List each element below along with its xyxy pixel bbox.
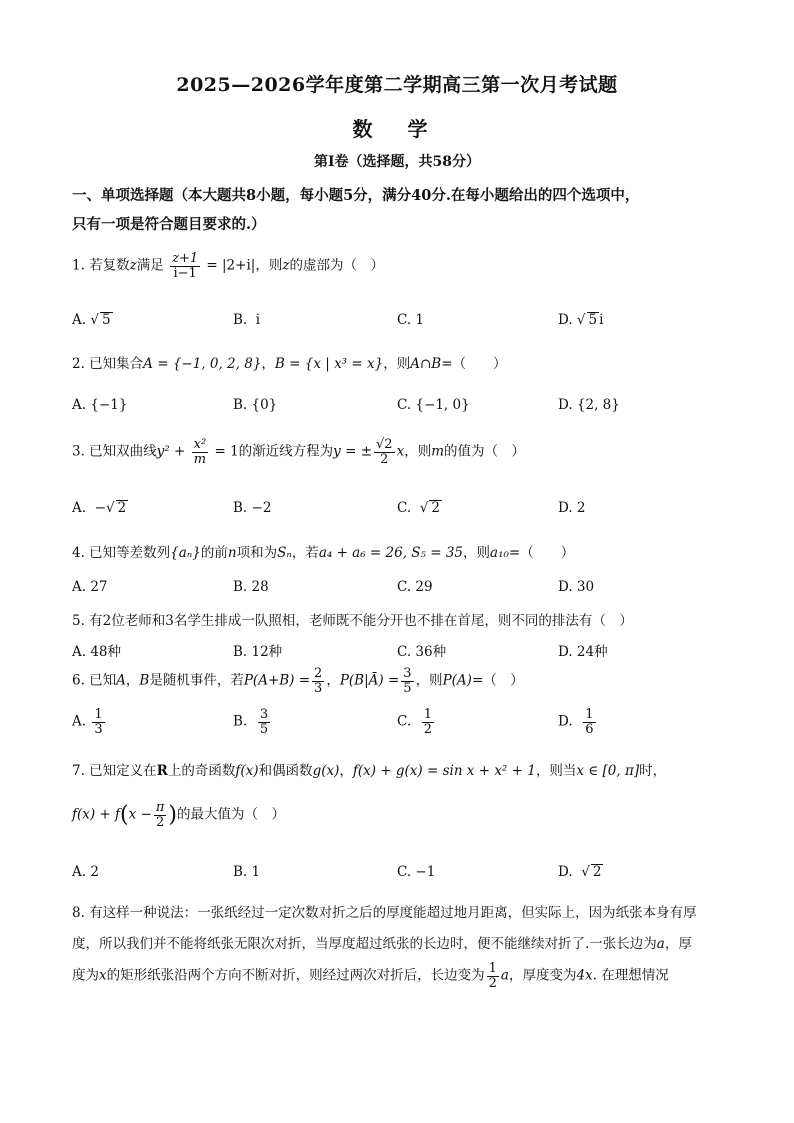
q4-option-d: D. 30	[558, 579, 595, 595]
question-8-line3: 度为x的矩形纸张沿两个方向不断对折，则经过两次对折后，长边变为 $\frac{1}{2}$ a，厚度变为4x. 在理想情况	[72, 961, 669, 991]
q1-option-a: A. √ 5	[72, 312, 111, 328]
q2-option-a: A. {−1}	[72, 397, 128, 413]
q6-option-a: A. $\frac{1}{3}$	[72, 707, 103, 737]
question-5-stem: 5. 有2位老师和3名学生排成一队照相，老师既不能分开也不排在首尾，则不同的排法有（ ）	[72, 613, 633, 629]
question-7-stem: 7. 已知定义在R上的奇函数f(x)和偶函数g(x)，f(x) + g(x) = sin x + x² + 1，则当x ∈ [0, π]时，	[72, 763, 667, 779]
q5-option-c: C. 36种	[397, 644, 447, 660]
q6-option-c: C. $\frac{1}{2}$	[397, 707, 433, 737]
q3-option-a: A. −√ 2	[72, 500, 127, 516]
q1-option-d: D. √ 5 i	[558, 312, 604, 328]
q6-option-b: B. $\frac{3}{5}$	[233, 707, 269, 737]
q3-option-d: D. 2	[558, 500, 586, 516]
q5-option-b: B. 12种	[233, 644, 283, 660]
q2-option-d: D. {2, 8}	[558, 397, 620, 413]
question-8-line1: 8. 有这样一种说法：一张纸经过一定次数对折之后的厚度能超过地月距离，但实际上，因为纸张本身有厚	[72, 905, 697, 921]
subject-title: 数 学	[352, 117, 442, 141]
q2-option-c: C. {−1, 0}	[397, 397, 470, 413]
question-3-stem: 3. 已知双曲线y² + $\frac{\text{x²}}{m}$ = 1的渐近线方程为y = ± $\frac{√2}{2}$ x，则m的值为（ ）	[72, 437, 526, 467]
question-8-line2: 度，所以我们并不能将纸张无限次对折，当厚度超过纸张的长边时，便不能继续对折了.一张长边为a，厚	[72, 936, 692, 952]
q5-option-a: A. 48种	[72, 644, 122, 660]
q2-option-b: B. {0}	[233, 397, 278, 413]
section-instructions-line1: 一、单项选择题（本大题共8小题，每小题5分，满分40分.在每小题给出的四个选项中，	[72, 187, 640, 204]
question-2-stem: 2. 已知集合A = {−1, 0, 2, 8}，B = {x | x³ = x}，则A∩B=（ ）	[72, 356, 507, 372]
question-1-stem: 1. 若复数z满足 $\frac{z+1}{i-1}$ = |2+i|，则z的虚部为（ ）	[72, 251, 384, 281]
question-7-line2: f(x) + f(x − $\frac{\pi}{2}$ )的最大值为（ ）	[72, 800, 285, 830]
q7-option-c: C. −1	[397, 864, 436, 880]
q4-option-b: B. 28	[233, 579, 269, 595]
question-6-stem: 6. 已知A，B是随机事件，若P(A+B) = $\frac{2}{3}$ ，P(B|Ā) = $\frac{3}{5}$ ，则P(A)=（ ）	[72, 666, 524, 696]
exam-title: 2025—2026学年度第二学期高三第一次月考试题	[176, 74, 618, 96]
q4-option-c: C. 29	[397, 579, 433, 595]
q3-option-c: C. √ 2	[397, 500, 440, 516]
part-title: 第Ⅰ卷（选择题，共58分）	[313, 154, 481, 170]
q1-option-c: C. 1	[397, 312, 425, 328]
q1-fraction: $\frac{z+1}{i-1}$	[172, 251, 199, 281]
section-instructions-line2: 只有一项是符合题目要求的.）	[72, 216, 266, 233]
q7-option-a: A. 2	[72, 864, 99, 880]
q7-option-d: D. √ 2	[558, 864, 602, 880]
q1-option-b: B. i	[233, 312, 261, 328]
question-4-stem: 4. 已知等差数列{aₙ}的前n项和为Sₙ，若a₄ + a₆ = 26, S₅ = 35，则a₁₀=（ ）	[72, 545, 575, 561]
q4-option-a: A. 27	[72, 579, 108, 595]
q6-option-d: D. $\frac{1}{6}$	[558, 707, 594, 737]
q3-option-b: B. −2	[233, 500, 272, 516]
q5-option-d: D. 24种	[558, 644, 608, 660]
q7-option-b: B. 1	[233, 864, 261, 880]
